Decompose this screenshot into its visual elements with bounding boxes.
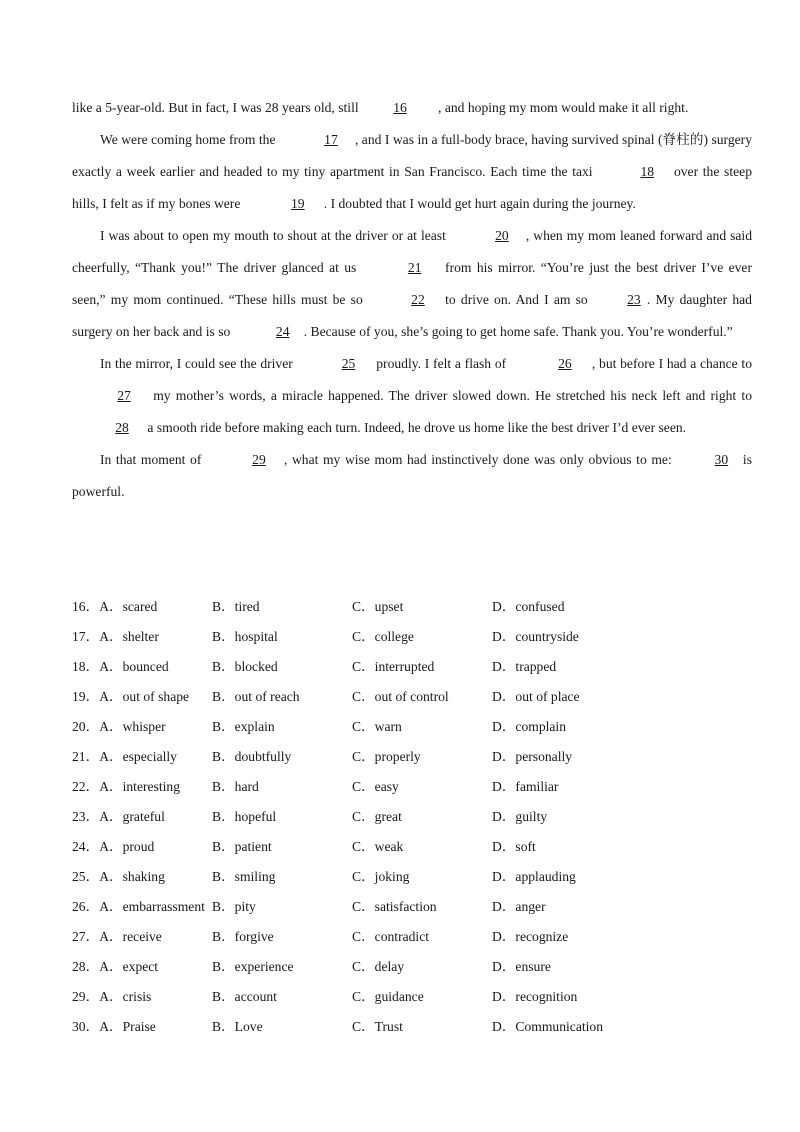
option-letter: D． <box>492 839 516 854</box>
option-c <box>352 952 404 982</box>
option-d <box>492 802 547 832</box>
passage-text: , when my mom leaned forward and said cheerfully, “Thank you!” The driver glanced at us <box>72 228 753 275</box>
question-row-26 <box>72 892 752 922</box>
option-letter: C． <box>352 989 375 1004</box>
question-number: 25 <box>72 869 86 884</box>
option-letter: B． <box>212 899 235 914</box>
passage-text: . I doubted that I would get hurt again during the journey. <box>323 196 636 211</box>
option-letter: B． <box>212 689 235 704</box>
option-letter: A． <box>99 869 123 884</box>
option-text: soft <box>515 839 536 854</box>
number-separator: ． <box>85 809 100 824</box>
option-c <box>352 922 429 952</box>
option-a <box>72 682 189 712</box>
passage-text: to drive on. And I am so <box>439 292 593 307</box>
blank-22: 22 <box>411 292 425 307</box>
question-row-27 <box>72 922 752 952</box>
number-separator: ． <box>85 839 100 854</box>
option-letter: B． <box>212 869 235 884</box>
option-text: interesting <box>122 779 180 794</box>
option-text: embarrassment <box>122 899 205 914</box>
option-letter: B． <box>212 1019 235 1034</box>
option-a <box>72 1012 156 1042</box>
blank-16: 16 <box>393 100 407 115</box>
option-letter: C． <box>352 839 375 854</box>
option-letter: D． <box>492 659 516 674</box>
question-number: 27 <box>72 929 86 944</box>
option-a <box>72 742 177 772</box>
question-row-25 <box>72 862 752 892</box>
option-text: properly <box>374 749 421 764</box>
paragraph-3 <box>72 220 752 348</box>
option-letter: B． <box>212 959 235 974</box>
blank-29: 29 <box>252 452 266 467</box>
option-a <box>72 832 154 862</box>
option-text: out of reach <box>234 689 300 704</box>
option-text: delay <box>374 959 405 974</box>
question-row-20 <box>72 712 752 742</box>
question-number: 19 <box>72 689 86 704</box>
option-text: upset <box>374 599 404 614</box>
question-number: 22 <box>72 779 86 794</box>
option-letter: A． <box>99 839 123 854</box>
option-c <box>352 622 414 652</box>
passage-text: , and I was in a full-body brace, having survived spinal (脊柱的) surgery exactly a week earlier and headed to my tiny apartment in San Francisco. Each time the taxi <box>72 132 752 179</box>
option-b <box>212 952 294 982</box>
option-letter: A． <box>99 749 123 764</box>
option-letter: B． <box>212 719 235 734</box>
passage-text: We were coming home from the <box>100 132 279 147</box>
option-text: bounced <box>122 659 169 674</box>
option-text: college <box>374 629 414 644</box>
question-row-23 <box>72 802 752 832</box>
option-b <box>212 892 256 922</box>
passage-text: from his mirror. “You’re just the best driver I’ve ever seen,” my mom continued. “These hills must be so <box>72 260 752 307</box>
option-a <box>72 772 180 802</box>
option-letter: B． <box>212 929 235 944</box>
option-d <box>492 682 580 712</box>
option-letter: D． <box>492 689 516 704</box>
passage-text: my mother’s words, a miracle happened. The driver slowed down. He stretched his neck left and right to <box>148 388 752 403</box>
option-c <box>352 862 409 892</box>
option-d <box>492 892 546 922</box>
passage-text: proudly. I felt a flash of <box>372 356 510 371</box>
blank-17: 17 <box>324 132 338 147</box>
option-letter: B． <box>212 839 235 854</box>
number-separator: ． <box>85 899 100 914</box>
option-letter: D． <box>492 779 516 794</box>
option-text: personally <box>515 749 573 764</box>
passage <box>72 92 752 508</box>
blank-26: 26 <box>558 356 572 371</box>
option-letter: D． <box>492 959 516 974</box>
option-a <box>72 952 158 982</box>
passage-text: a smooth ride before making each turn. Indeed, he drove us home like the best driver I’d ever seen. <box>144 420 687 435</box>
passage-text: In that moment of <box>100 452 206 467</box>
option-c <box>352 982 424 1012</box>
passage-text: , what my wise mom had instinctively done was only obvious to me: <box>283 452 677 467</box>
option-a <box>72 922 162 952</box>
option-b <box>212 832 272 862</box>
option-letter: C． <box>352 869 375 884</box>
option-letter: C． <box>352 599 375 614</box>
option-text: trapped <box>515 659 557 674</box>
option-letter: D． <box>492 719 516 734</box>
option-text: doubtfully <box>234 749 292 764</box>
number-separator: ． <box>85 779 100 794</box>
passage-text: In the mirror, I could see the driver <box>100 356 297 371</box>
option-c <box>352 652 434 682</box>
option-letter: C． <box>352 719 375 734</box>
option-letter: C． <box>352 899 375 914</box>
passage-text: , but before I had a chance to <box>591 356 752 371</box>
passage-text: . My daughter had surgery on her back and is so <box>72 292 752 339</box>
option-d <box>492 712 566 742</box>
option-text: Trust <box>374 1019 403 1034</box>
option-letter: B． <box>212 629 235 644</box>
option-d <box>492 652 556 682</box>
option-letter: C． <box>352 749 375 764</box>
passage-text: like a 5-year-old. But in fact, I was 28 years old, still <box>72 100 363 115</box>
option-letter: C． <box>352 1019 375 1034</box>
option-text: Praise <box>122 1019 156 1034</box>
number-separator: ． <box>85 599 100 614</box>
question-row-29 <box>72 982 752 1012</box>
blank-27: 27 <box>117 388 131 403</box>
option-c <box>352 712 402 742</box>
option-text: confused <box>515 599 565 614</box>
option-b <box>212 862 275 892</box>
question-number: 24 <box>72 839 86 854</box>
option-b <box>212 742 291 772</box>
option-text: interrupted <box>374 659 435 674</box>
option-text: satisfaction <box>374 899 437 914</box>
option-text: applauding <box>515 869 576 884</box>
option-d <box>492 952 551 982</box>
option-b <box>212 622 278 652</box>
question-number: 29 <box>72 989 86 1004</box>
question-row-16 <box>72 592 752 622</box>
option-d <box>492 1012 603 1042</box>
option-text: ensure <box>515 959 551 974</box>
question-row-18 <box>72 652 752 682</box>
option-b <box>212 982 277 1012</box>
option-letter: D． <box>492 599 516 614</box>
option-d <box>492 862 576 892</box>
option-text: hospital <box>234 629 278 644</box>
option-letter: A． <box>99 599 123 614</box>
paragraph-1 <box>72 92 752 124</box>
option-text: great <box>374 809 402 824</box>
question-number: 17 <box>72 629 86 644</box>
question-number: 18 <box>72 659 86 674</box>
blank-30: 30 <box>714 452 729 467</box>
option-c <box>352 892 437 922</box>
option-text: familiar <box>515 779 559 794</box>
blank-28: 28 <box>115 420 129 435</box>
option-d <box>492 622 579 652</box>
option-c <box>352 1012 403 1042</box>
option-text: contradict <box>374 929 430 944</box>
option-b <box>212 592 260 622</box>
option-text: Communication <box>515 1019 604 1034</box>
option-text: account <box>234 989 277 1004</box>
question-number: 16 <box>72 599 86 614</box>
option-letter: A． <box>99 809 123 824</box>
option-letter: A． <box>99 1019 123 1034</box>
option-text: whisper <box>122 719 166 734</box>
option-b <box>212 802 276 832</box>
number-separator: ． <box>85 959 100 974</box>
blank-21: 21 <box>407 260 422 275</box>
option-c <box>352 772 399 802</box>
blank-18: 18 <box>640 164 655 179</box>
option-c <box>352 682 449 712</box>
option-letter: B． <box>212 599 235 614</box>
option-letter: D． <box>492 989 516 1004</box>
option-letter: C． <box>352 689 375 704</box>
blank-23: 23 <box>627 292 641 307</box>
option-letter: D． <box>492 809 516 824</box>
option-letter: C． <box>352 809 375 824</box>
option-text: hopeful <box>234 809 277 824</box>
option-c <box>352 592 403 622</box>
option-b <box>212 712 275 742</box>
option-d <box>492 832 536 862</box>
option-text: shaking <box>122 869 165 884</box>
paragraph-5 <box>72 444 752 508</box>
option-letter: D． <box>492 1019 516 1034</box>
option-text: pity <box>234 899 256 914</box>
option-d <box>492 592 565 622</box>
question-row-17 <box>72 622 752 652</box>
option-text: countryside <box>515 629 579 644</box>
option-letter: B． <box>212 749 235 764</box>
option-letter: B． <box>212 659 235 674</box>
number-separator: ． <box>85 989 100 1004</box>
passage-text: I was about to open my mouth to shout at the driver or at least <box>100 228 450 243</box>
option-letter: C． <box>352 929 375 944</box>
option-letter: D． <box>492 629 516 644</box>
option-text: forgive <box>234 929 274 944</box>
option-d <box>492 982 577 1012</box>
option-text: tired <box>234 599 260 614</box>
question-number: 28 <box>72 959 86 974</box>
option-b <box>212 1012 263 1042</box>
passage-text: over the steep hills, I felt as if my bones were <box>72 164 752 211</box>
option-a <box>72 982 151 1012</box>
option-a <box>72 712 166 742</box>
option-c <box>352 742 421 772</box>
option-letter: C． <box>352 629 375 644</box>
option-text: out of place <box>515 689 580 704</box>
option-letter: B． <box>212 809 235 824</box>
option-text: weak <box>374 839 404 854</box>
option-a <box>72 892 205 922</box>
option-letter: A． <box>99 899 123 914</box>
option-text: recognition <box>515 989 578 1004</box>
number-separator: ． <box>85 1019 100 1034</box>
option-a <box>72 652 169 682</box>
option-text: easy <box>374 779 399 794</box>
passage-text: , and hoping my mom would make it all right. <box>438 100 689 115</box>
option-d <box>492 772 558 802</box>
option-d <box>492 742 572 772</box>
option-text: Love <box>234 1019 263 1034</box>
option-letter: D． <box>492 869 516 884</box>
option-text: out of control <box>374 689 449 704</box>
option-letter: C． <box>352 779 375 794</box>
option-letter: A． <box>99 719 123 734</box>
option-text: grateful <box>122 809 165 824</box>
option-b <box>212 682 300 712</box>
option-a <box>72 592 157 622</box>
number-separator: ． <box>85 629 100 644</box>
option-text: explain <box>234 719 275 734</box>
blank-25: 25 <box>341 356 356 371</box>
option-b <box>212 922 274 952</box>
option-text: scared <box>122 599 158 614</box>
option-text: blocked <box>234 659 278 674</box>
option-b <box>212 772 259 802</box>
blank-20: 20 <box>495 228 509 243</box>
option-letter: D． <box>492 929 516 944</box>
question-row-30 <box>72 1012 752 1042</box>
option-text: guilty <box>515 809 548 824</box>
answer-options <box>72 592 752 1042</box>
question-row-21 <box>72 742 752 772</box>
option-letter: A． <box>99 689 123 704</box>
option-text: warn <box>374 719 402 734</box>
number-separator: ． <box>85 929 100 944</box>
option-text: crisis <box>122 989 152 1004</box>
question-number: 20 <box>72 719 86 734</box>
option-letter: A． <box>99 959 123 974</box>
option-c <box>352 802 402 832</box>
option-text: especially <box>122 749 177 764</box>
question-number: 23 <box>72 809 86 824</box>
option-letter: B． <box>212 989 235 1004</box>
option-letter: B． <box>212 779 235 794</box>
option-letter: A． <box>99 779 123 794</box>
passage-text: . Because of you, she’s going to get home safe. Thank you. You’re wonderful.” <box>303 324 733 339</box>
option-text: out of shape <box>122 689 190 704</box>
number-separator: ． <box>85 749 100 764</box>
option-text: recognize <box>515 929 569 944</box>
question-number: 30 <box>72 1019 86 1034</box>
option-text: smiling <box>234 869 276 884</box>
option-letter: A． <box>99 629 123 644</box>
option-text: expect <box>122 959 159 974</box>
option-a <box>72 862 165 892</box>
option-text: patient <box>234 839 272 854</box>
question-row-22 <box>72 772 752 802</box>
number-separator: ． <box>85 869 100 884</box>
passage-text: is powerful. <box>72 452 752 499</box>
option-a <box>72 622 159 652</box>
option-text: experience <box>234 959 294 974</box>
option-text: joking <box>374 869 410 884</box>
option-text: hard <box>234 779 259 794</box>
option-letter: A． <box>99 989 123 1004</box>
option-letter: C． <box>352 959 375 974</box>
option-text: anger <box>515 899 546 914</box>
option-text: shelter <box>122 629 159 644</box>
question-number: 26 <box>72 899 86 914</box>
question-number: 21 <box>72 749 86 764</box>
option-d <box>492 922 568 952</box>
option-letter: A． <box>99 659 123 674</box>
blank-24: 24 <box>275 324 290 339</box>
option-b <box>212 652 278 682</box>
question-row-24 <box>72 832 752 862</box>
option-letter: A． <box>99 929 123 944</box>
blank-19: 19 <box>290 196 305 211</box>
question-row-28 <box>72 952 752 982</box>
option-text: guidance <box>374 989 424 1004</box>
paragraph-2 <box>72 124 752 220</box>
number-separator: ． <box>85 659 100 674</box>
option-letter: D． <box>492 749 516 764</box>
option-text: receive <box>122 929 162 944</box>
option-letter: C． <box>352 659 375 674</box>
option-c <box>352 832 403 862</box>
question-row-19 <box>72 682 752 712</box>
paragraph-4 <box>72 348 752 444</box>
number-separator: ． <box>85 719 100 734</box>
option-a <box>72 802 165 832</box>
number-separator: ． <box>85 689 100 704</box>
option-text: proud <box>122 839 155 854</box>
option-letter: D． <box>492 899 516 914</box>
option-text: complain <box>515 719 567 734</box>
